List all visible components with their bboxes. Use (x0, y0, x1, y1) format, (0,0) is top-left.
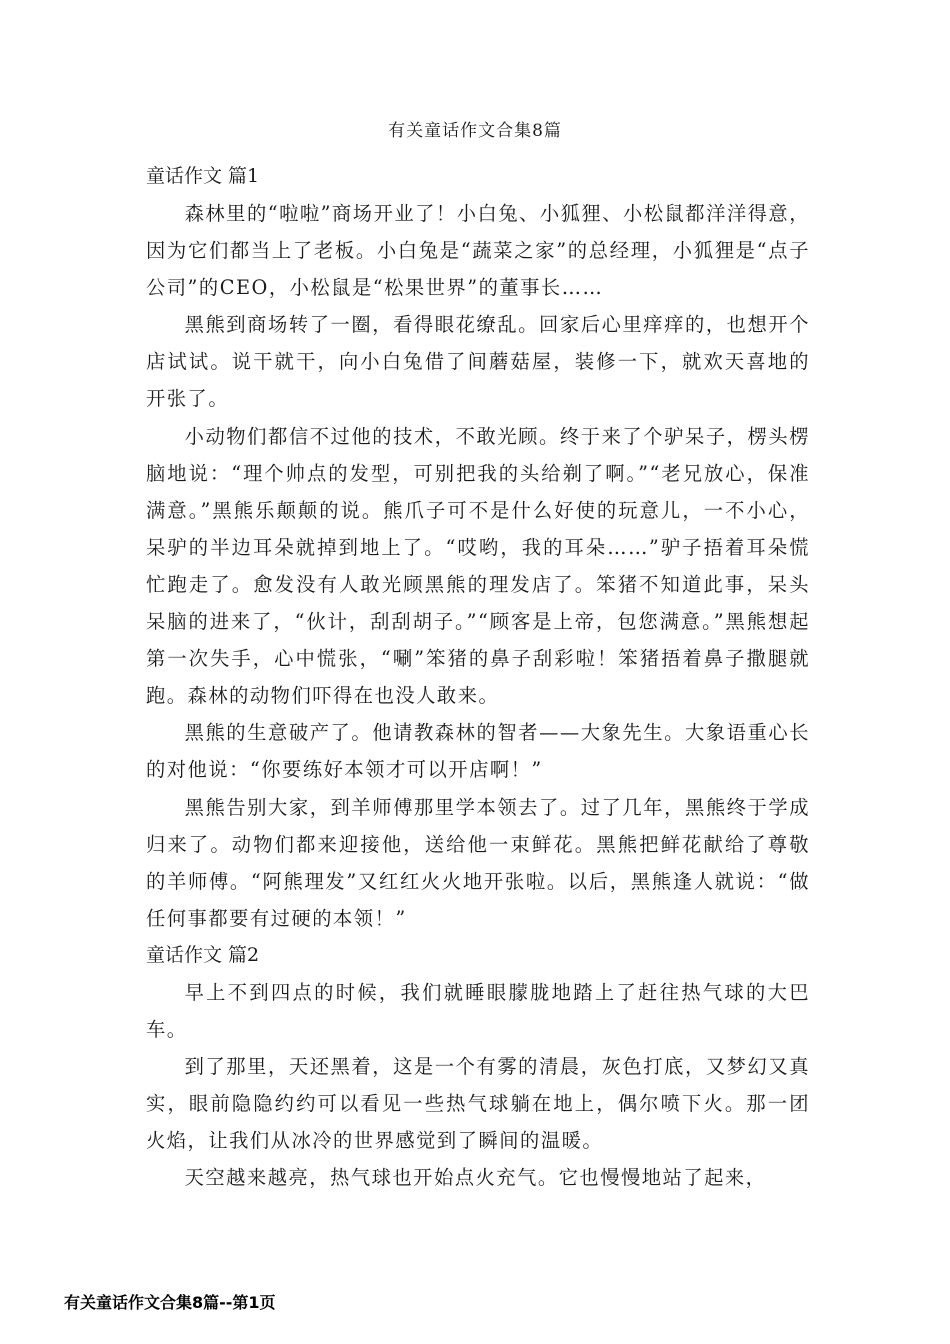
paragraph: 小动物们都信不过他的技术，不敢光顾。终于来了个驴呆子，楞头楞脑地说：“理个帅点的发型，可别把我的头给剃了啊。”“老兄放心，保准满意。”黑熊乐颠颠的说。熊爪子可不是什么好使的玩意儿，一不小心，呆驴的半边耳朵就掉到地上了。“哎哟，我的耳朵……”驴子捂着耳朵慌忙跑走了。愈发没有人敢光顾黑熊的理发店了。笨猪不知道此事，呆头呆脑的进来了，“伙计，刮刮胡子。”“顾客是上帝，包您满意。”黑熊想起第一次失手，心中慌张，“唰”笨猪的鼻子刮彩啦！笨猪捂着鼻子撒腿就跑。森林的动物们吓得在也没人敢来。 (146, 424, 810, 708)
paragraph: 黑熊告别大家，到羊师傅那里学本领去了。过了几年，黑熊终于学成归来了。动物们都来迎接他，送给他一束鲜花。黑熊把鲜花献给了尊敬的羊师傅。“阿熊理发”又红红火火地开张啦。以后，黑熊逢人就说：“做任何事都要有过硬的本领！” (146, 795, 810, 930)
paragraph: 森林里的“啦啦”商场开业了！小白兔、小狐狸、小松鼠都洋洋得意，因为它们都当上了老板。小白兔是“蔬菜之家”的总经理，小狐狸是“点子公司”的CEO，小松鼠是“松果世界”的董事长…… (146, 202, 810, 300)
document-title: 有关童话作文合集8篇 (388, 121, 562, 141)
section-heading: 童话作文 篇1 (146, 165, 260, 187)
page-footer: 有关童话作文合集8篇--第1页 (64, 1293, 276, 1312)
paragraph: 黑熊的生意破产了。他请教森林的智者——大象先生。大象语重心长的对他说：“你要练好本领才可以开店啊！” (146, 721, 810, 782)
document-body (146, 158, 810, 1196)
section-heading: 童话作文 篇2 (146, 943, 260, 966)
paragraph: 黑熊到商场转了一圈，看得眼花缭乱。回家后心里痒痒的，也想开个店试试。说干就干，向小白兔借了间蘑菇屋，装修一下，就欢天喜地的开张了。 (146, 313, 810, 411)
paragraph: 早上不到四点的时候，我们就睡眼朦胧地踏上了赶往热气球的大巴车。 (146, 980, 810, 1041)
paragraph: 到了那里，天还黑着，这是一个有雾的清晨，灰色打底，又梦幻又真实，眼前隐隐约约可以看见一些热气球躺在地上，偶尔喷下火。那一团火焰，让我们从冰冷的世界感觉到了瞬间的温暖。 (146, 1055, 810, 1153)
paragraph: 天空越来越亮，热气球也开始点火充气。它也慢慢地站了起来， (184, 1166, 767, 1190)
